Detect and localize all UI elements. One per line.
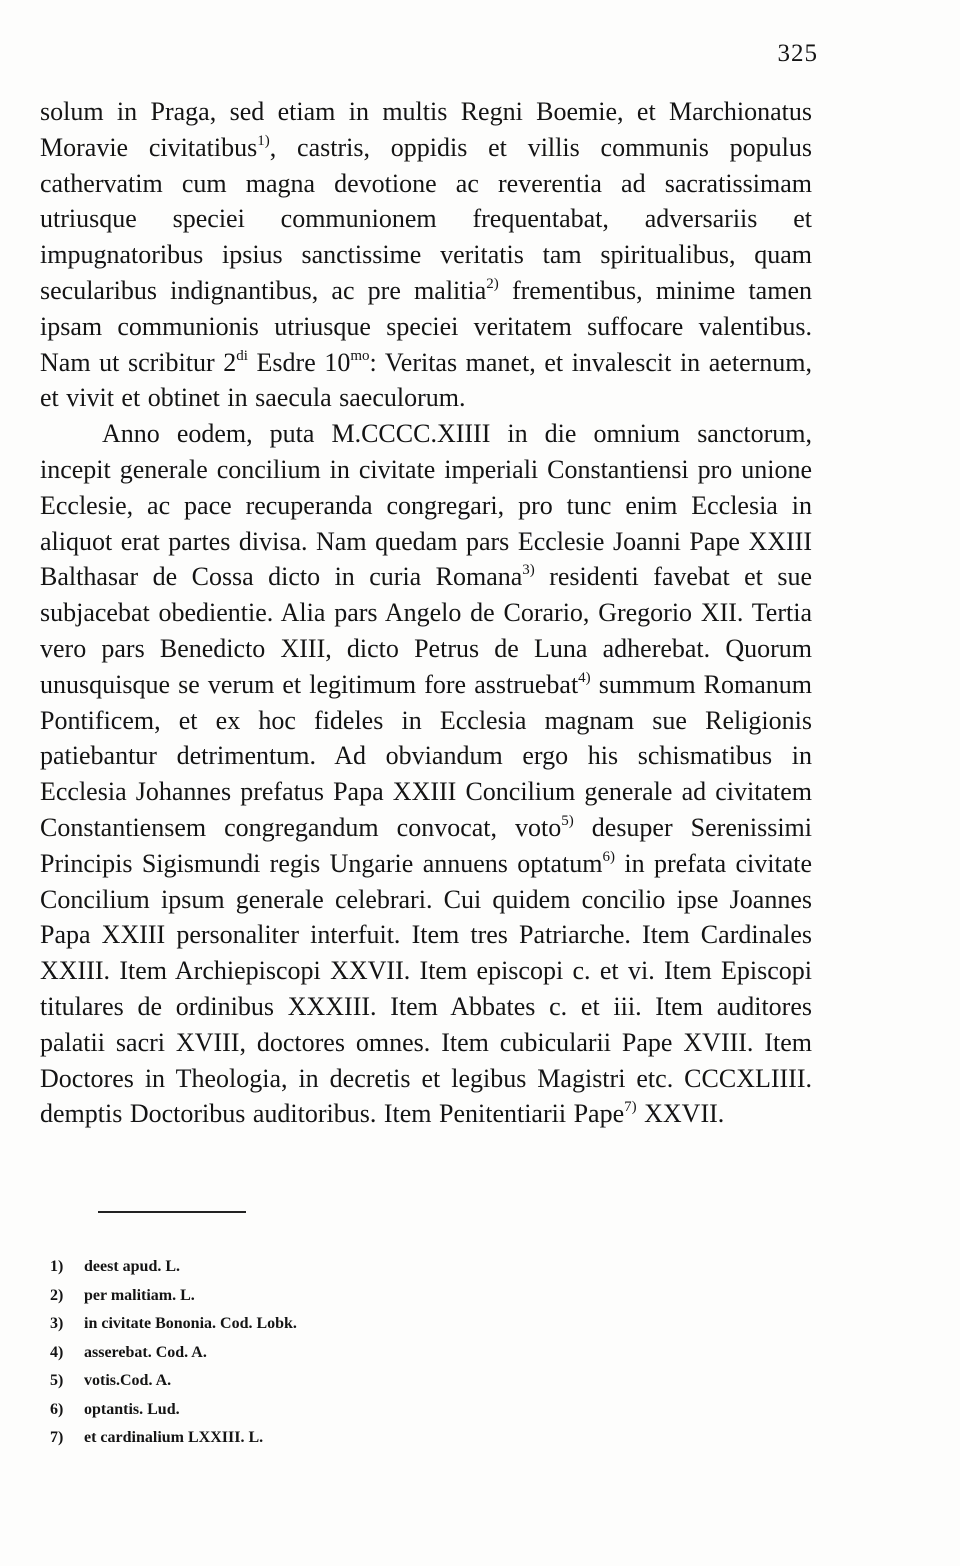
- footnote-marker: 3): [50, 1315, 64, 1332]
- footnote-item: [50, 1396, 550, 1425]
- text-run: desuper Serenissimi Principis Sigismundi regis Ungarie annuens optatum: [40, 812, 812, 878]
- footnote-reference: 4): [578, 669, 591, 686]
- footnote-item: [50, 1367, 550, 1396]
- footnote-reference: 6): [602, 848, 615, 865]
- text-run: : Veritas manet, et invalescit in aeternum, et vivit et obtinet in saecula saeculorum.: [40, 347, 812, 413]
- footnote-marker: 5): [50, 1372, 64, 1389]
- footnote-text: votis.Cod. A.: [84, 1372, 172, 1389]
- footnote-marker: 1): [50, 1258, 64, 1275]
- text-run: , castris, oppidis et villis communis populus cathervatim cum magna devotione ac reverentia ad sacratissimam utriusque speciei communionem frequentabat, adversariis et impugnatoribus ipsius sanctissime veritatis tam spiritualibus, quam secularibus indignantibus, ac pre malitia: [40, 132, 813, 305]
- text-run: solum in Praga, sed etiam in multis Regni Boemie, et Marchionatus Moravie civitatibus: [40, 97, 812, 162]
- footnote-item: [50, 1310, 550, 1339]
- footnote-text: et cardinalium LXXIII. L.: [84, 1429, 264, 1446]
- text-run: XXVII.: [636, 1099, 725, 1129]
- footnote-item: [50, 1282, 550, 1311]
- footnotes-list: [50, 1253, 550, 1453]
- text-run: Esdre 10: [247, 347, 351, 377]
- footnote-reference: 7): [624, 1099, 637, 1116]
- footnote-item: [50, 1253, 550, 1282]
- footnote-reference: 1): [257, 132, 270, 149]
- footnote-item: [50, 1339, 550, 1368]
- footnote-reference: 3): [522, 562, 535, 579]
- footnote-marker: 4): [50, 1343, 64, 1361]
- paragraph: [40, 416, 812, 1132]
- footnote-marker: 6): [50, 1400, 64, 1418]
- footnote-text: asserebat. Cod. A.: [84, 1343, 207, 1361]
- footnote-item: [50, 1424, 550, 1453]
- footnote-text: in civitate Bononia. Cod. Lobk.: [84, 1315, 297, 1332]
- footnote-reference: mo: [350, 347, 370, 364]
- footnote-text: optantis. Lud.: [84, 1400, 180, 1418]
- text-run: residenti favebat et sue subjacebat obedientie. Alia pars Angelo de Corario, Gregorio XII. Tertia vero pars Benedicto XIII, dicto Petrus de Luna adherebat. Quorum unusquisque se verum et legitimum fore asstruebat: [40, 562, 812, 699]
- footnote-text: per malitiam. L.: [84, 1286, 195, 1304]
- text-run: Anno eodem, puta M.CCCC.XIIII in die omnium sanctorum, incepit generale concilium in civitate imperiali Constantiensi pro unione Ecclesie, ac pace recuperanda congregari, pro tunc enim Ecclesia in aliquot erat partes divisa. Nam quedam pars Ecclesie Joanni Pape XXIII Balthasar de Cossa dicto in curia Romana: [40, 419, 812, 592]
- footnote-reference: 2): [486, 275, 499, 292]
- text-run: summum Romanum Pontificem, et ex hoc fideles in Ecclesia magnam sue Religionis patiebantur detrimentum. Ad obviandum ergo his schismatibus in Ecclesia Johannes prefatus Papa XXIII Concilium generale ad civitatem Constantiensem congregandum convocat, voto: [40, 669, 812, 842]
- footnote-rule: [98, 1211, 246, 1213]
- footnote-text: deest apud. L.: [84, 1258, 181, 1275]
- body-text: [40, 94, 812, 1132]
- footnote-marker: 7): [50, 1429, 64, 1446]
- text-run: frementibus, minime tamen ipsam communionis utriusque speciei veritatem suffocare valentibus. Nam ut scribitur 2: [40, 275, 812, 377]
- page-number: 325: [777, 40, 818, 67]
- footnote-reference: di: [236, 347, 248, 364]
- footnote-marker: 2): [50, 1286, 64, 1304]
- text-run: in prefata civitate Concilium ipsum generale celebrari. Cui quidem concilio ipse Joannes Papa XXIII personaliter interfuit. Item tres Patriarche. Item Cardinales XXIII. Item Archiepiscopi XXVII. Item episcopi c. et vi. Item Episcopi titulares de ordinibus XXXIII. Item Abbates c. et iii. Item auditores palatii sacri XVIII, doctores omnes. Item cubicularii Pape XVIII. Item Doctores in Theologia, in decretis et legibus Magistri etc. CCCXLIIII. demptis Doctoribus auditoribus. Item Penitentiarii Pape: [40, 848, 813, 1129]
- paragraph: [40, 94, 812, 416]
- footnote-reference: 5): [561, 812, 574, 829]
